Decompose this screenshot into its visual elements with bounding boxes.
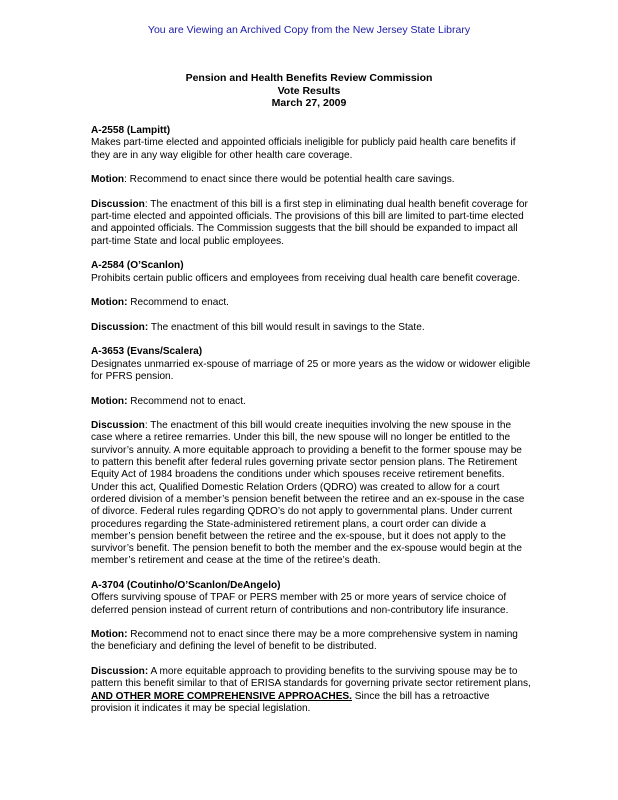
discussion-label: Discussion [91,420,145,432]
motion-paragraph [91,297,531,309]
motion-text: Recommend not to enact. [127,395,246,407]
meeting-date: March 27, 2009 [271,97,347,109]
discussion-text: The enactment of this bill would result in savings to the State. [148,321,425,333]
bill-summary: Offers surviving spouse of TPAF or PERS member with 25 or more years of service choice of deferred pension instead of current return of contributions and non-contributory life insurance. [91,592,509,616]
motion-label: Motion: [91,297,128,309]
motion-label: Motion: [91,395,128,407]
discussion-label: Discussion: [91,666,149,678]
discussion-paragraph [91,322,531,334]
bill-id: A-2558 (Lampitt) [91,125,171,136]
motion-label: Motion [91,174,125,186]
bill-id: A-2584 (O’Scanlon) [91,260,184,272]
bill-summary: Prohibits certain public officers and employees from receiving dual health care benefit coverage. [91,272,521,284]
motion-paragraph [91,174,531,186]
bill-section [91,125,531,248]
bill-summary: Makes part-time elected and appointed officials ineligible for publicly paid health care benefits if they are in any way eligible for other health care coverage. [91,137,516,161]
bill-id: A-3653 (Evans/Scalera) [91,346,203,358]
bill-id: A-3704 (Coutinho/O’Scanlon/DeAngelo) [91,579,281,591]
vote-results-title: Vote Results [277,84,341,97]
discussion-text: : The enactment of this bill would create inequities involving the new spouse in the case where a retiree remarries. Under this bill, the new spouse will no longer be entitled to the survivor’s annuity. A more equitable approach to providing a benefit to the former spouse may be to pattern this benefit after federal rules governing private sector pension plans. The Retirement Equity Act of 1984 broadens the conditions under which spouses receive retirement benefits. Under this act, Qualified Domestic Relation Orders (QDRO) was created to allow for a court ordered division of a member’s pension benefit between the retiree and an ex-spouse in the case of divorce. Federal rules regarding QDRO’s do not apply to governmental plans. Under current procedures regarding the State-administered retirement plans, a court order can divide a member’s pension benefit between the retiree and the ex-spouse, but it does not apply to the survivor’s benefit. The pension benefit to both the member and the ex-spouse would begin at the member’s retirement and cease at the time of the retiree’s death. [91,420,525,567]
motion-text: Recommend to enact. [127,297,229,309]
motion-text: Recommend not to enact since there may be a more comprehensive system in naming the beneficiary and defining the level of benefit to be distributed. [91,629,518,653]
commission-title: Pension and Health Benefits Review Commission [185,72,433,84]
discussion-text: : The enactment of this bill is a first step in eliminating dual health benefit coverage for part-time elected and appointed officials. The provisions of this bill are limited to part-time elected and appointed officials. The Commission suggests that the bill should be expanded to impact all part-time State and local public employees. [91,198,528,247]
motion-paragraph [91,396,531,408]
discussion-paragraph [91,199,531,248]
discussion-paragraph [91,420,531,568]
discussion-paragraph [91,666,531,715]
document-header [0,72,618,110]
motion-paragraph [91,629,531,654]
discussion-text: A more equitable approach to providing benefits to the surviving spouse may be to pattern this benefit similar to that of ERISA standards for governing private sector retirement plans, [91,666,531,690]
archive-banner: You are Viewing an Archived Copy from the New Jersey State Library [147,24,471,36]
bill-section [91,260,531,334]
motion-text: : Recommend to enact since there would be potential health care savings. [124,174,455,186]
discussion-emphasis: AND OTHER MORE COMPREHENSIVE APPROACHES. [91,690,352,702]
bill-section [91,346,531,567]
bill-summary: Designates unmarried ex-spouse of marriage of 25 or more years as the widow or widower eligible for PFRS pension. [91,358,531,382]
document-body [91,125,531,715]
bill-section [91,580,531,715]
discussion-text-end: Since the bill has a retroactive provision it indicates it may be special legislation. [91,690,490,714]
motion-label: Motion: [91,629,128,641]
discussion-label: Discussion [91,198,145,210]
discussion-label: Discussion: [91,321,149,333]
